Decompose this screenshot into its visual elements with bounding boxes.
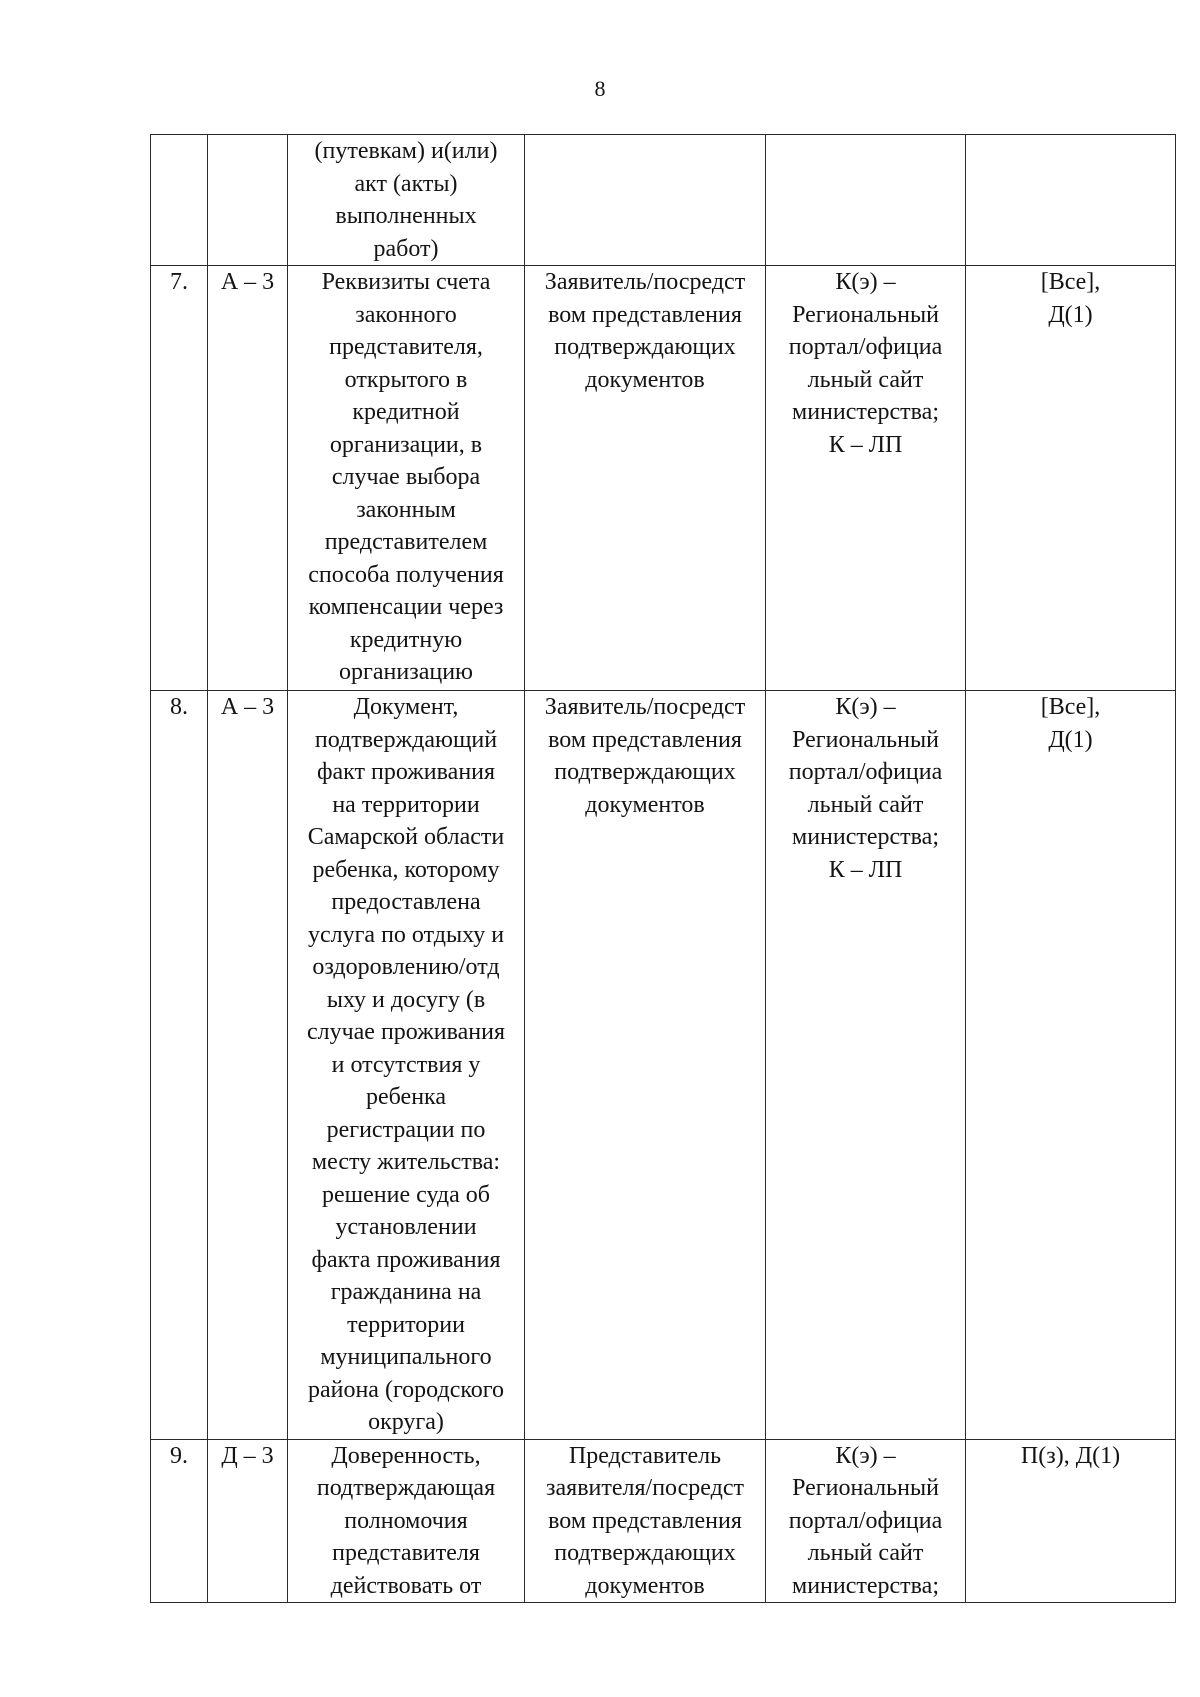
row-number-cell bbox=[151, 135, 208, 266]
document-name: Доверенность, подтверждающая полномочия представителя действовать от bbox=[316, 1442, 496, 1599]
page-number: 8 bbox=[594, 76, 606, 101]
channel-text: К(э) – Региональный портал/официа льный сайт министерства; К – ЛП bbox=[788, 269, 943, 458]
document-name-cell bbox=[288, 135, 525, 266]
applicant-text: Заявитель/посредст вом представления подтверждающих документов bbox=[544, 694, 746, 818]
row-number: 9. bbox=[170, 1442, 188, 1469]
document-name: (путевкам) и(или) акт (акты) выполненных работ) bbox=[314, 138, 498, 262]
document-name: Документ, подтверждающий факт проживания на территории Самарской области ребенка, которому предоставлена услуга по отдыху и оздоровлению/отд ыху и досугу (в случае проживания и отсутствия у ребенка регистрации по месту жительства: решение суда об установлении факта проживания гражданина на территории муниципального района (городского округа) bbox=[306, 694, 506, 1435]
row-number: 8. bbox=[170, 694, 188, 720]
channel-cell bbox=[766, 266, 966, 691]
applicant-cell bbox=[525, 691, 766, 1440]
document-code: Д – 3 bbox=[221, 1442, 274, 1469]
document-table bbox=[150, 134, 1176, 1603]
category-text: [Все], Д(1) bbox=[1040, 269, 1101, 328]
applicant-cell bbox=[525, 135, 766, 266]
document-name: Реквизиты счета законного представителя, открытого в кредитной организации, в случае выбора законным представителем способа получения компенсации через кредитную организацию bbox=[308, 269, 504, 685]
category-cell bbox=[966, 691, 1176, 1440]
row-number-cell bbox=[151, 691, 208, 1440]
document-name-cell bbox=[288, 1439, 525, 1603]
row-number-cell bbox=[151, 266, 208, 691]
document-name-cell bbox=[288, 266, 525, 691]
category-cell bbox=[966, 1439, 1176, 1603]
document-code: А – 3 bbox=[220, 694, 275, 720]
channel-text: К(э) – Региональный портал/официа льный сайт министерства; К – ЛП bbox=[788, 694, 943, 883]
document-code: А – 3 bbox=[220, 269, 275, 295]
channel-cell bbox=[766, 135, 966, 266]
table-row bbox=[151, 266, 1176, 691]
document-code-cell bbox=[208, 1439, 288, 1603]
channel-cell bbox=[766, 1439, 966, 1603]
applicant-cell bbox=[525, 266, 766, 691]
applicant-cell bbox=[525, 1439, 766, 1603]
category-cell bbox=[966, 135, 1176, 266]
document-code-cell bbox=[208, 266, 288, 691]
table-row bbox=[151, 1439, 1176, 1603]
row-number: 7. bbox=[170, 269, 188, 295]
channel-text: К(э) – Региональный портал/официа льный сайт министерства; bbox=[788, 1442, 943, 1599]
document-code-cell bbox=[208, 691, 288, 1440]
category-text: П(з), Д(1) bbox=[1020, 1442, 1121, 1469]
row-number-cell bbox=[151, 1439, 208, 1603]
applicant-text: Заявитель/посредст вом представления подтверждающих документов bbox=[544, 269, 746, 393]
category-cell bbox=[966, 266, 1176, 691]
channel-cell bbox=[766, 691, 966, 1440]
document-name-cell bbox=[288, 691, 525, 1440]
table-row bbox=[151, 135, 1176, 266]
document-code-cell bbox=[208, 135, 288, 266]
table-row bbox=[151, 691, 1176, 1440]
category-text: [Все], Д(1) bbox=[1040, 694, 1101, 753]
applicant-text: Представитель заявителя/посредст вом представления подтверждающих документов bbox=[546, 1442, 744, 1599]
